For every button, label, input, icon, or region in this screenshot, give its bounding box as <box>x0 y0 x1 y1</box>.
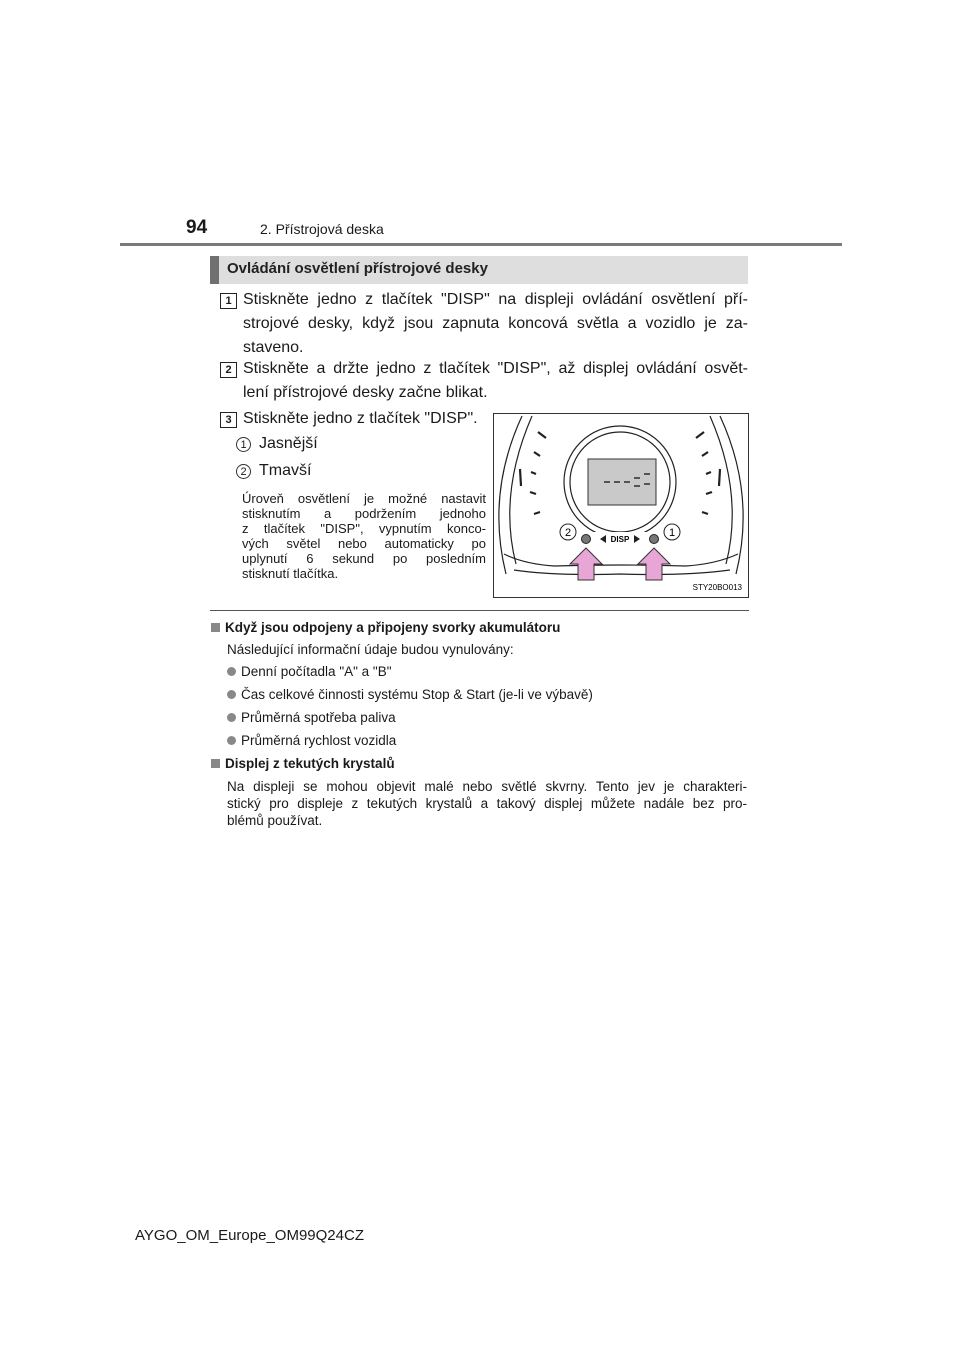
page-number: 94 <box>186 217 208 238</box>
sub-item-1-label: Jasnější <box>259 435 318 452</box>
header-rule <box>120 243 842 246</box>
footer-document-code: AYGO_OM_Europe_OM99Q24CZ <box>135 1227 364 1244</box>
step-number-2: 2 <box>220 362 237 378</box>
lcd-heading-text: Displej z tekutých krystalů <box>225 756 395 771</box>
step-1-line-3: staveno. <box>243 339 304 356</box>
note-line-5: uplynutí 6 sekund po posledním <box>242 551 486 566</box>
bullet-4-text: Průměrná rychlost vozidla <box>241 733 397 748</box>
note-line-4: vých světel nebo automaticky po <box>242 536 486 551</box>
lcd-line-3: blémů používat. <box>227 813 323 828</box>
lcd-line-1: Na displeji se mohou objevit malé nebo světlé skvrny. Tento jev je charakteri- <box>227 779 747 794</box>
callout-right: 1 <box>668 527 676 539</box>
bullet-3-text: Průměrná spotřeba paliva <box>241 710 396 725</box>
instrument-cluster-illustration <box>494 414 748 597</box>
arrow-left-icon <box>570 548 602 580</box>
dot-bullet-icon <box>227 736 236 745</box>
lcd-note-text <box>227 778 747 829</box>
step-2-text <box>243 357 748 405</box>
bullet-item-2 <box>227 687 593 702</box>
square-bullet-icon <box>211 759 220 768</box>
disp-button-label: DISP <box>610 535 630 544</box>
note-line-2: stisknutím a podržením jednoho <box>242 506 486 521</box>
step-1-line-1: Stiskněte jedno z tlačítek "DISP" na displeji ovládání osvětlení pří- <box>243 291 748 308</box>
dot-bullet-icon <box>227 690 236 699</box>
step-number-3: 3 <box>220 412 237 428</box>
section-heading-bar <box>210 256 748 284</box>
brightness-note <box>242 491 486 581</box>
step-1-text <box>243 288 748 360</box>
note-line-3: z tlačítek "DISP", vypnutím konco- <box>242 521 486 536</box>
square-bullet-icon <box>211 623 220 632</box>
instrument-cluster-figure <box>493 413 749 598</box>
lcd-note-heading <box>211 756 395 771</box>
section-title: 2. Přístrojová deska <box>260 221 384 237</box>
sub-item-2-label: Tmavší <box>259 462 312 479</box>
bullet-2-text: Čas celkové činnosti systému Stop & Start (je-li ve výbavě) <box>241 687 593 702</box>
dot-bullet-icon <box>227 713 236 722</box>
dot-bullet-icon <box>227 667 236 676</box>
sub-item-1-number: 1 <box>236 437 251 452</box>
battery-heading-text: Když jsou odpojeny a připojeny svorky akumulátoru <box>225 620 561 635</box>
step-2-line-2: lení přístrojové desky začne blikat. <box>243 384 488 401</box>
callout-left: 2 <box>564 527 572 539</box>
section-divider <box>210 610 749 611</box>
section-heading: Ovládání osvětlení přístrojové desky <box>227 260 488 277</box>
bullet-item-1 <box>227 664 392 679</box>
bullet-1-text: Denní počítadla "A" a "B" <box>241 664 392 679</box>
note-line-1: Úroveň osvětlení je možné nastavit <box>242 491 486 506</box>
sub-item-2-number: 2 <box>236 464 251 479</box>
step-number-1: 1 <box>220 293 237 309</box>
battery-intro: Následující informační údaje budou vynulovány: <box>227 642 514 657</box>
step-1-line-2: strojové desky, když jsou zapnuta koncová světla a vozidlo je za- <box>243 315 748 332</box>
lcd-line-2: stický pro displeje z tekutých krystalů a takový displej můžete nadále bez pro- <box>227 796 747 811</box>
figure-code: STY20BO013 <box>692 583 742 592</box>
step-2-line-1: Stiskněte a držte jedno z tlačítek "DISP", až displej ovládání osvět- <box>243 360 748 377</box>
battery-note-heading <box>211 620 560 635</box>
step-3-line-1: Stiskněte jedno z tlačítek "DISP". <box>243 410 478 427</box>
note-line-6: stisknutí tlačítka. <box>242 566 339 581</box>
bullet-item-4 <box>227 733 396 748</box>
arrow-right-icon <box>638 548 670 580</box>
bullet-item-3 <box>227 710 396 725</box>
step-3-text <box>243 407 493 431</box>
